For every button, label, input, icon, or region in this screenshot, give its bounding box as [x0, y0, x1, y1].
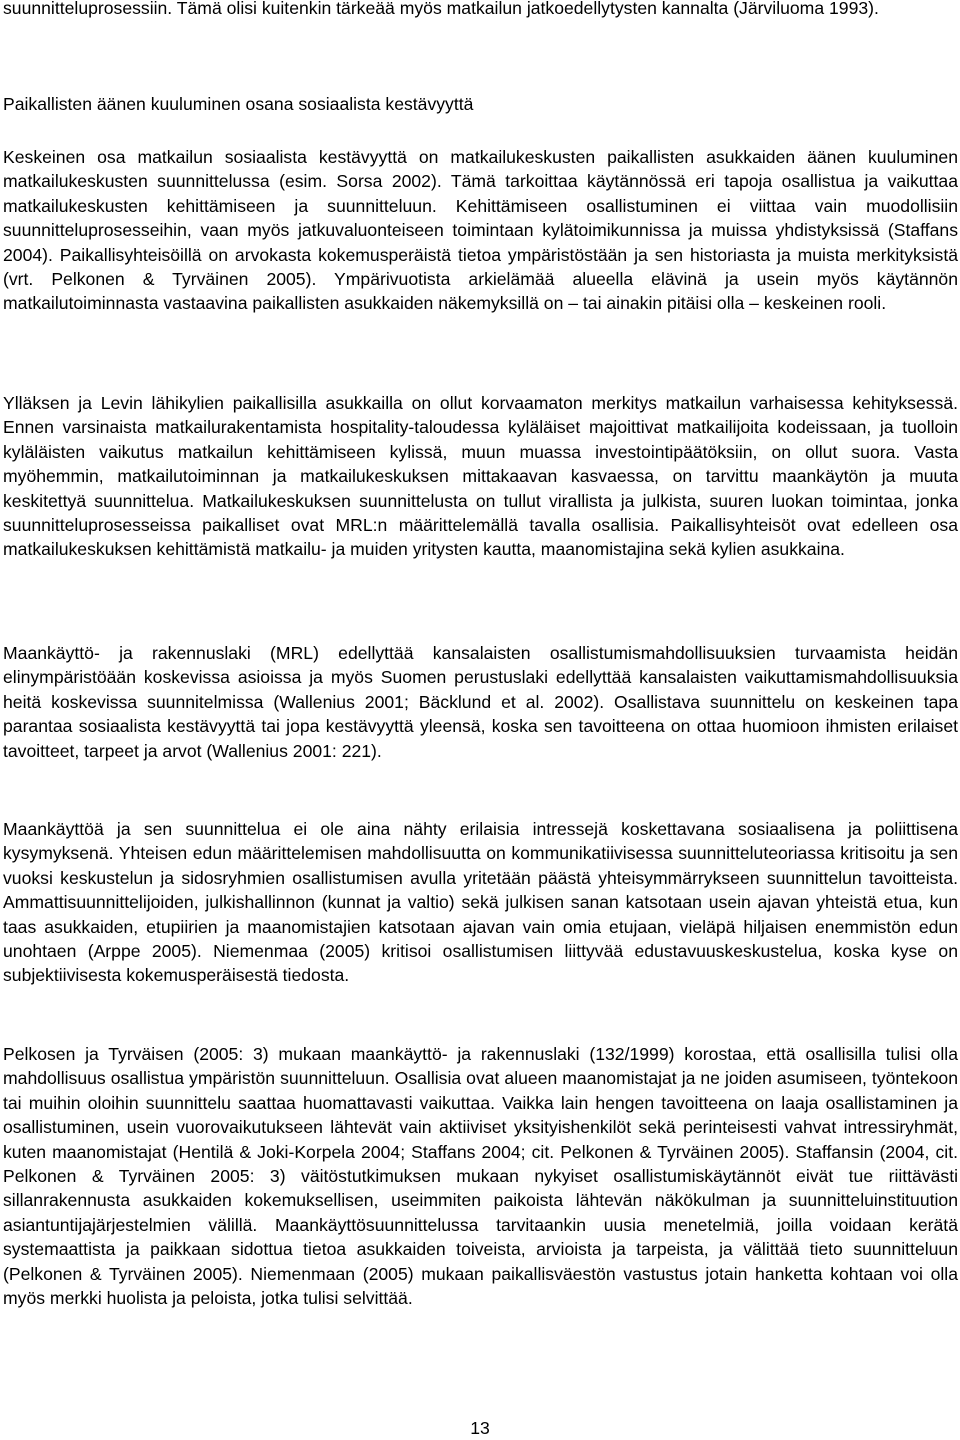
paragraph-3: Maankäyttö- ja rakennuslaki (MRL) edellyttää kansalaisten osallistumismahdollisuuksien turvaamista heidän elinympäristöään koskevissa asioissa ja myös Suomen perustuslaki edellyttää kansalaisten vaikuttamismahdollisuuksia heitä koskevissa suunnitelmissa (Wallenius 2001; Bäcklund et al. 2002). Osallistava suunnittelu on keskeinen tapa parantaa sosiaalista kestävyyttä tai jopa kestävyyttä yleensä, koska sen tavoitteena on ottaa huomioon ihmisten erilaiset tavoitteet, tarpeet ja arvot (Wallenius 2001: 221).	[3, 643, 958, 761]
paragraph-4: Maankäyttöä ja sen suunnittelua ei ole aina nähty erilaisia intressejä koskettavana sosiaalisena ja poliittisena kysymyksenä. Yhteisen edun määrittelemisen mahdollisuutta on kommunikatiivisessa suunnitteluteoriassa kritisoitu ja sen vuoksi keskustelun ja sidosryhmien osallistumisen avulla yritetään päästä yhteisymmärrykseen suunnittelun tavoitteista. Ammattisuunnittelijoiden, julkishallinnon (kunnat ja valtio) sekä julkisen sanan katsotaan usein ajavan yhteistä etua, kun taas asukkaiden, etupiirien ja maanomistajien katsotaan ajavan vain omia etujaan, vieläpä hiljaisen enemmistön edun unohtaen (Arppe 2005). Niemenmaa (2005) kritisoi osallistumisen liittyvää edustavuuskeskustelua, koska kyse on subjektiivisesta kokemusperäisestä tiedosta.	[3, 819, 958, 986]
paragraph-2: Ylläksen ja Levin lähikylien paikallisilla asukkailla on ollut korvaamaton merkitys matkailun varhaisessa kehityksessä. Ennen varsinaista matkailurakentamista hospitality-taloudessa kyläläiset majoittivat matkailijoita kodeissaan, ja tuolloin kyläläisten vaikutus matkailun kehittämiseen kylissä, muun muassa investointipäätöksiin, on ollut suora. Vasta myöhemmin, matkailutoiminnan ja matkailukeskuksen mittakaavan kasvaessa, on tarvittu maankäytön ja muuta keskitettyä suunnittelua. Matkailukeskuksen suunnittelusta on tullut virallista ja julkista, suuren luokan toimintaa, jonka suunnitteluprosesseissa paikalliset ovat MRL:n määrittelemällä tavalla osallisia. Paikallisyhteisöt ovat edelleen osa matkailukeskuksen kehittämistä matkailu- ja muiden yritysten kautta, maanomistajina sekä kylien asukkaina.	[3, 393, 958, 560]
paragraph-1: Keskeinen osa matkailun sosiaalista kestävyyttä on matkailukeskusten paikallisten asukkaiden äänen kuuluminen matkailukeskusten suunnittelussa (esim. Sorsa 2002). Tämä tarkoittaa käytännössä eri tapoja osallistua ja vaikuttaa matkailukeskusten kehittämiseen ja suunnitteluun. Kehittämiseen osallistuminen ei viittaa vain muodollisiin suunnitteluprosesseihin, vaan myös jatkuvaluonteiseen toimintaan kylätoimikunnissa ja muissa yhdistyksissä (Staffans 2004). Paikallisyhteisöillä on arvokasta kokemusperäistä tietoa ympäristöstään ja sen historiasta ja muista merkityksistä (vrt. Pelkonen & Tyrväinen 2005). Ympärivuotista arkielämää alueella elävinä ja usein myös käytännön matkailutoiminnasta vastaavina paikallisten asukkaiden näkemyksillä on – tai ainakin pitäisi olla – keskeinen rooli.	[3, 147, 958, 314]
intro-paragraph: suunnitteluprosessiin. Tämä olisi kuitenkin tärkeää myös matkailun jatkoedellytysten kannalta (Järviluoma 1993).	[3, 0, 879, 18]
section-heading: Paikallisten äänen kuuluminen osana sosiaalista kestävyyttä	[3, 94, 474, 114]
paragraph-5: Pelkosen ja Tyrväisen (2005: 3) mukaan maankäyttö- ja rakennuslaki (132/1999) korostaa, että osallisilla tulisi olla mahdollisuus osallistua ympäristön suunnitteluun. Osallisia ovat alueen maanomistajat ja ne joiden asumiseen, työntekoon tai muihin oloihin suunnittelu saattaa huomattavasti vaikuttaa. Vaikka lain hengen tavoitteena on laaja osallistaminen ja osallistuminen, usein vuorovaikutukseen lähtevät vain aktiiviset yksityishenkilöt sekä perinteisesti vahvat intressiryhmät, kuten maanomistajat (Hentilä & Joki-Korpela 2004; Staffans 2004; cit. Pelkonen & Tyrväinen 2005). Staffansin (2004, cit. Pelkonen & Tyrväinen 2005: 3) väitöstutkimuksen mukaan nykyiset osallistumiskäytännöt eivät tue riittävästi sillanrakennusta asukkaiden kokemuksellisen, useimmiten paikoista lähtevän näkökulman ja suunnitteluinstituution asiantuntijajärjestelmien välillä. Maankäyttösuunnittelussa tarvitaankin uusia menetelmiä, joilla voidaan kerätä systemaattista ja paikkaan sidottua tietoa asukkaiden toiveista, arvioista ja tarpeista, ja välittää tieto suunnitteluun (Pelkonen & Tyrväinen 2005). Niemenmaan (2005) mukaan paikallisväestön vastustus jotain hanketta kohtaan voi olla myös merkki huolista ja peloista, jotka tulisi selvittää.	[3, 1044, 958, 1309]
page-number: 13	[470, 1418, 490, 1438]
